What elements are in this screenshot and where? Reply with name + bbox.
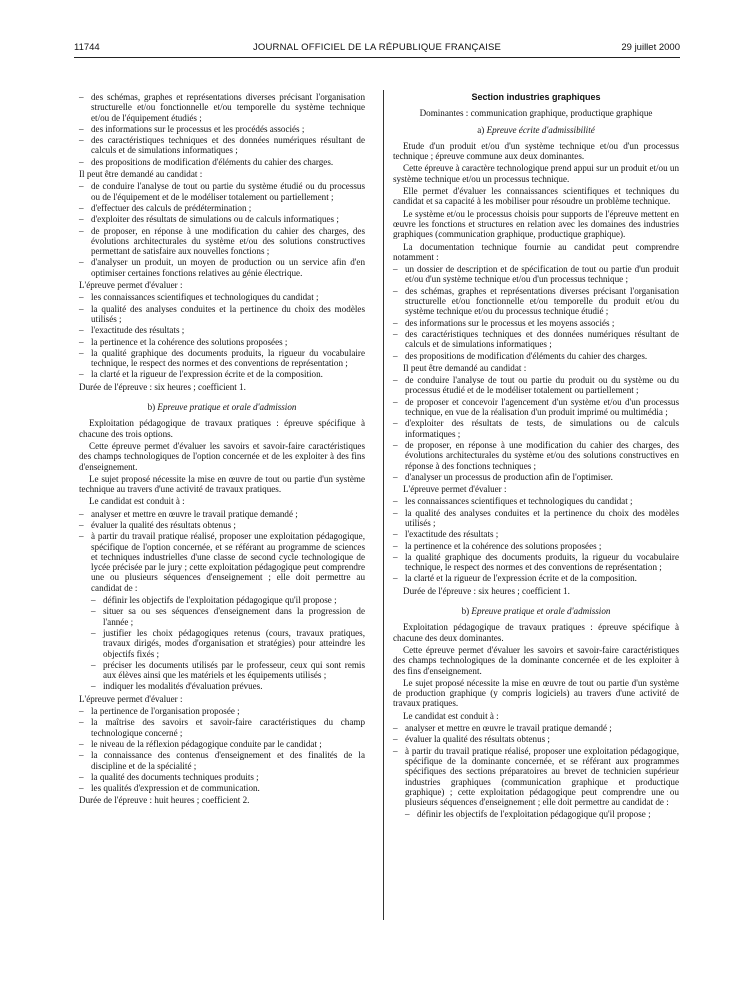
candidate-subtasks-list (79, 595, 365, 692)
candidate-tasks-list (393, 723, 679, 807)
paragraph: Etude d'un produit et/ou d'un système technique et/ou d'un processus technique ; épreuve commune aux deux dominantes. (393, 140, 679, 162)
list-item: – analyser et mettre en œuvre le travail pratique demandé ; (79, 509, 365, 519)
list-item: – la pertinence de l'organisation proposée ; (79, 706, 365, 716)
list-item: – des informations sur le processus et les moyens associés ; (393, 318, 679, 328)
list-item: – la qualité graphique des documents produits, la rigueur du vocabulaire technique, le respect des normes et des conventions de représentation ; (79, 348, 365, 369)
list-item: – l'exactitude des résultats ; (79, 325, 365, 335)
dominantes-line: Dominantes : communication graphique, productique graphique (419, 108, 653, 119)
list-item: – les qualités d'expression et de communication. (79, 783, 365, 793)
list-item: – de conduire l'analyse de tout ou partie du produit ou du système ou du processus étudié et de le modéliser totalement ou partiellement ; (393, 375, 679, 396)
list-item: – les connaissances scientifiques et technologiques du candidat ; (393, 496, 679, 506)
list-item: – la clarté et la rigueur de l'expression écrite et de la composition. (393, 573, 679, 583)
list-item: – des propositions de modification d'éléments du cahier des charges. (79, 157, 365, 167)
list-item: – préciser les documents utilisés par le professeur, ceux qui sont remis aux élèves ainsi que les matériels et les équipements utilisés ; (91, 660, 365, 681)
paragraph: Durée de l'épreuve : huit heures ; coefficient 2. (79, 795, 250, 806)
section-title: Section industries graphiques (471, 92, 601, 102)
list-item: – le niveau de la réflexion pédagogique conduite par le candidat ; (79, 739, 365, 749)
section-heading: b) Epreuve pratique et orale d'admission (147, 402, 297, 413)
list-item: – indiquer les modalités d'évaluation prévues. (91, 681, 365, 691)
list-item: – justifier les choix pédagogiques retenus (cours, travaux pratiques, travaux dirigés, modes d'organisation et stratégies) pour atteindre les objectifs fixés ; (91, 628, 365, 659)
paragraph: La documentation technique fournie au candidat peut comprendre notamment : (393, 241, 679, 262)
paragraph: Exploitation pédagogique de travaux pratiques : épreuve spécifique à chacune des deux dominantes. (393, 622, 679, 643)
list-item: – la qualité des analyses conduites et la pertinence du choix des modèles utilisés ; (393, 508, 679, 529)
paragraph: Le candidat est conduit à : (403, 710, 499, 721)
list-item: – les connaissances scientifiques et technologiques du candidat ; (79, 292, 365, 302)
evaluation-list (393, 496, 679, 583)
journal-title: JOURNAL OFFICIEL DE LA RÉPUBLIQUE FRANÇAISE (252, 42, 502, 53)
paragraph: Cette épreuve permet d'évaluer les savoirs et savoir-faire caractéristiques des champs technologiques de la dominante concernée et de les exploiter à des fins d'enseignement. (393, 644, 679, 676)
page-number: 11744 (74, 42, 100, 53)
candidate-tasks-list (79, 509, 365, 593)
list-item: – évaluer la qualité des résultats obtenus ; (393, 734, 679, 744)
right-column (393, 92, 679, 822)
list-item: – situer sa ou ses séquences d'enseignement dans la progression de l'année ; (91, 606, 365, 627)
list-item: – de proposer et concevoir l'agencement d'un système et/ou d'un processus technique, en vue de la réalisation d'un produit imprimé ou multimédia ; (393, 397, 679, 418)
header-rule (74, 57, 680, 58)
paragraph: L'épreuve permet d'évaluer : (79, 693, 183, 704)
paragraph: Durée de l'épreuve : six heures ; coefficient 1. (403, 585, 570, 596)
list-item: – des caractéristiques techniques et des données numériques résultant de calculs et de simulations informatiques ; (79, 135, 365, 156)
list-item: – la qualité des documents techniques produits ; (79, 772, 365, 782)
column-divider (383, 90, 384, 920)
paragraph: Cette épreuve permet d'évaluer les savoirs et savoir-faire caractéristiques des champs technologiques de l'option concernée et de les exploiter à des fins d'enseignement. (79, 440, 365, 472)
list-item: – d'analyser un processus de production afin de l'optimiser. (393, 472, 679, 482)
list-item: – définir les objectifs de l'exploitation pédagogique qu'il propose ; (91, 595, 365, 605)
list-item: – la qualité graphique des documents produits, la rigueur du vocabulaire technique, le respect des normes et des conventions de représentation ; (393, 552, 679, 573)
paragraph: Il peut être demandé au candidat : (79, 169, 203, 180)
list-item: – définir les objectifs de l'exploitation pédagogique qu'il propose ; (405, 809, 679, 819)
evaluation-list-2 (79, 706, 365, 793)
list-item: – des caractéristiques techniques et des données numériques résultant de calculs et de simulations informatiques ; (393, 329, 679, 350)
paragraph: Elle permet d'évaluer les connaissances scientifiques et techniques du candidat et sa capacité à les mobiliser pour résoudre un problème technique. (393, 186, 679, 207)
list-item: – la pertinence et la cohérence des solutions proposées ; (79, 337, 365, 347)
list-item: – d'exploiter des résultats de tests, de simulations ou de calculs informatiques ; (393, 418, 679, 439)
left-column (79, 92, 365, 808)
list-item: – la pertinence et la cohérence des solutions proposées ; (393, 541, 679, 551)
tasks-list (79, 181, 365, 278)
tasks-list (393, 375, 679, 482)
paragraph: Durée de l'épreuve : six heures ; coefficient 1. (79, 381, 246, 392)
list-item: – à partir du travail pratique réalisé, proposer une exploitation pédagogique, spécifique de la dominante concernée, et se référant aux programmes spécifiques des sections préparatoires au brevet de technicien supérieur industries graphiques (communication graphique et productique graphique) ; cette exploitation pédagogique peut comprendre une ou plusieurs séquences d'enseignement ; elle doit permettre au candidat de : (393, 746, 679, 808)
documentation-list (393, 264, 679, 361)
paragraph: Il peut être demandé au candidat : (403, 362, 527, 373)
list-item: – analyser et mettre en œuvre le travail pratique demandé ; (393, 723, 679, 733)
documentation-list (79, 92, 365, 167)
paragraph: Le candidat est conduit à : (89, 496, 185, 507)
section-heading: b) Epreuve pratique et orale d'admission (461, 606, 611, 617)
list-item: – la qualité des analyses conduites et la pertinence du choix des modèles utilisés ; (79, 304, 365, 325)
list-item: – d'analyser un produit, un moyen de production ou un service afin d'en optimiser certaines fonctions relatives au génie électrique. (79, 257, 365, 278)
list-item: – la maîtrise des savoirs et savoir-faire caractéristiques du champ technologique concerné ; (79, 717, 365, 738)
list-item: – la clarté et la rigueur de l'expression écrite et de la composition. (79, 369, 365, 379)
paragraph: Exploitation pédagogique de travaux pratiques : épreuve spécifique à chacune des trois options. (79, 418, 365, 439)
paragraph: L'épreuve permet d'évaluer : (403, 484, 507, 495)
list-item: – l'exactitude des résultats ; (393, 529, 679, 539)
paragraph: Le sujet proposé nécessite la mise en œuvre de tout ou partie d'un système technique au travers d'une activité de travaux pratiques. (79, 473, 365, 495)
list-item: – d'exploiter des résultats de simulations ou de calculs informatiques ; (79, 214, 365, 224)
page-header (74, 42, 680, 58)
list-item: – un dossier de description et de spécification de tout ou partie d'un produit et/ou d'un système technique et/ou d'un processus technique ; (393, 264, 679, 285)
list-item: – des propositions de modification d'éléments du cahier des charges. (393, 351, 679, 361)
paragraph: Cette épreuve à caractère technologique prend appui sur un produit et/ou un système technique et/ou un processus technique. (393, 163, 679, 184)
list-item: – des informations sur le processus et les procédés associés ; (79, 124, 365, 134)
list-item: – évaluer la qualité des résultats obtenus ; (79, 520, 365, 530)
list-item: – des schémas, graphes et représentations diverses précisant l'organisation structurelle et/ou fonctionnelle et/ou temporelle du produit et/ou du système technique et/ou du processus technique étudié ; (393, 286, 679, 317)
evaluation-list (79, 292, 365, 379)
section-heading: a) Epreuve écrite d'admissibilité (477, 124, 595, 135)
paragraph: L'épreuve permet d'évaluer : (79, 280, 183, 291)
list-item: – de proposer, en réponse à une modification du cahier des charges, des évolutions architecturales du système et/ou des solutions constructives en réponse à des fonctions techniques ; (393, 440, 679, 471)
paragraph: Le sujet proposé nécessite la mise en œuvre de tout ou partie d'un système de production graphique (y compris logiciels) au travers d'une activité de travaux pratiques. (393, 677, 679, 709)
list-item: – à partir du travail pratique réalisé, proposer une exploitation pédagogique, spécifique de l'option concernée, et se référant au programme de sciences et techniques industrielles d'une classe de second cycle technologique de lycée précisée par le jury ; cette exploitation pédagogique peut comprendre une ou plusieurs séquences d'enseignement ; elle doit permettre au candidat de : (79, 531, 365, 593)
candidate-subtasks-list (393, 809, 679, 819)
list-item: – d'effectuer des calculs de prédétermination ; (79, 203, 365, 213)
list-item: – des schémas, graphes et représentations diverses précisant l'organisation structurelle et/ou fonctionnelle et/ou temporelle du système technique et/ou de l'équipement étudiés ; (79, 92, 365, 123)
list-item: – de conduire l'analyse de tout ou partie du système étudié ou du processus ou de l'équipement et de le modéliser totalement ou partiellement ; (79, 181, 365, 202)
list-item: – de proposer, en réponse à une modification du cahier des charges, des évolutions architecturales du système et/ou des solutions constructives permettant de satisfaire aux nouvelles fonctions ; (79, 226, 365, 257)
paragraph: Le système et/ou le processus choisis pour supports de l'épreuve mettent en œuvre les fonctions et structures en relation avec les domaines des industries graphiques (communication graphique, productique graphique). (393, 208, 679, 240)
list-item: – la connaissance des contenus d'enseignement et des finalités de la discipline et de la spécialité ; (79, 750, 365, 771)
publication-date: 29 juillet 2000 (621, 42, 680, 53)
